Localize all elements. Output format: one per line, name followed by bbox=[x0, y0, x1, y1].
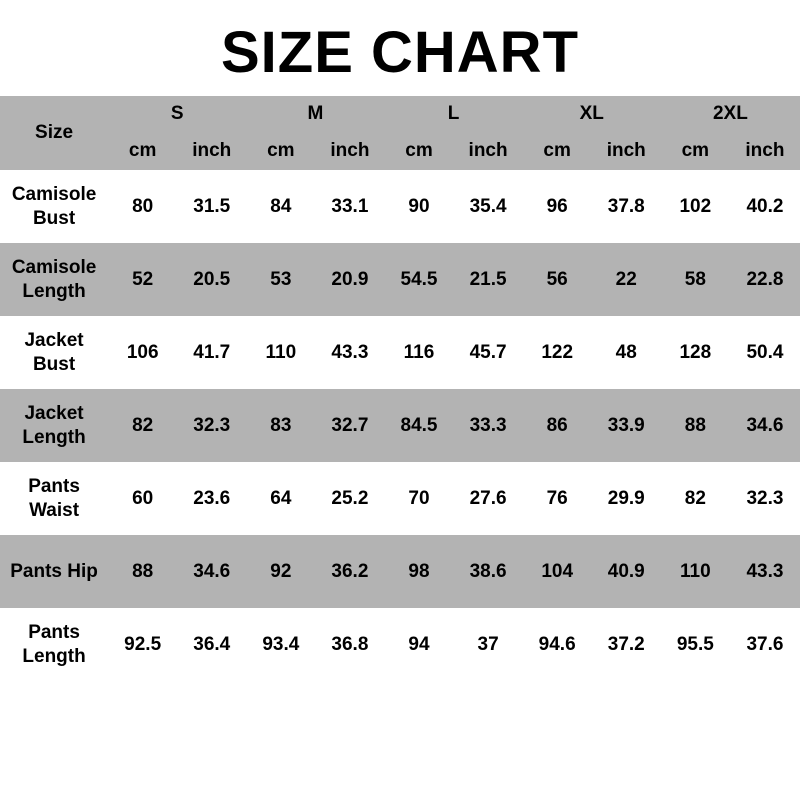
cell-value: 92.5 bbox=[108, 608, 177, 681]
row-label-line1: Jacket bbox=[24, 402, 84, 424]
row-label-line1: Pants bbox=[28, 621, 80, 643]
header-size-2xl: 2XL bbox=[661, 96, 800, 132]
cell-value: 122 bbox=[523, 316, 592, 389]
cell-value: 54.5 bbox=[384, 243, 453, 316]
table-row bbox=[0, 462, 800, 535]
table-row bbox=[0, 389, 800, 462]
row-label-line2: Length bbox=[22, 280, 86, 302]
cell-value: 36.4 bbox=[177, 608, 246, 681]
row-label-line1: Camisole bbox=[11, 256, 97, 278]
cell-value: 80 bbox=[108, 170, 177, 243]
table-header-units bbox=[0, 132, 800, 170]
cell-value: 70 bbox=[384, 462, 453, 535]
header-unit-m-cm: cm bbox=[246, 132, 315, 170]
header-size-label: Size bbox=[0, 96, 108, 170]
row-label-pants-hip bbox=[0, 535, 108, 608]
header-unit-s-cm: cm bbox=[108, 132, 177, 170]
header-size-xl: XL bbox=[523, 96, 661, 132]
cell-value: 27.6 bbox=[454, 462, 523, 535]
row-label-line2: Bust bbox=[32, 353, 76, 375]
cell-value: 58 bbox=[661, 243, 730, 316]
page-title: SIZE CHART bbox=[221, 20, 579, 85]
cell-value: 86 bbox=[523, 389, 592, 462]
cell-value: 53 bbox=[246, 243, 315, 316]
cell-value: 76 bbox=[523, 462, 592, 535]
cell-value: 32.3 bbox=[730, 462, 800, 535]
cell-value: 20.9 bbox=[315, 243, 384, 316]
cell-value: 64 bbox=[246, 462, 315, 535]
cell-value: 23.6 bbox=[177, 462, 246, 535]
cell-value: 40.2 bbox=[730, 170, 800, 243]
cell-value: 33.3 bbox=[454, 389, 523, 462]
cell-value: 36.2 bbox=[315, 535, 384, 608]
table-row bbox=[0, 608, 800, 681]
cell-value: 31.5 bbox=[177, 170, 246, 243]
cell-value: 110 bbox=[661, 535, 730, 608]
header-size-l: L bbox=[384, 96, 522, 132]
cell-value: 29.9 bbox=[592, 462, 661, 535]
cell-value: 92 bbox=[246, 535, 315, 608]
cell-value: 45.7 bbox=[454, 316, 523, 389]
cell-value: 36.8 bbox=[315, 608, 384, 681]
header-size-s: S bbox=[108, 96, 246, 132]
cell-value: 90 bbox=[384, 170, 453, 243]
cell-value: 96 bbox=[523, 170, 592, 243]
cell-value: 32.7 bbox=[315, 389, 384, 462]
cell-value: 88 bbox=[108, 535, 177, 608]
cell-value: 128 bbox=[661, 316, 730, 389]
cell-value: 33.9 bbox=[592, 389, 661, 462]
header-unit-l-cm: cm bbox=[384, 132, 453, 170]
cell-value: 43.3 bbox=[315, 316, 384, 389]
cell-value: 110 bbox=[246, 316, 315, 389]
cell-value: 94 bbox=[384, 608, 453, 681]
row-label-camisole-length bbox=[0, 243, 108, 316]
row-label-line2: Bust bbox=[32, 207, 76, 229]
row-label-jacket-bust bbox=[0, 316, 108, 389]
cell-value: 34.6 bbox=[177, 535, 246, 608]
cell-value: 35.4 bbox=[454, 170, 523, 243]
table-row bbox=[0, 316, 800, 389]
header-unit-xl-inch: inch bbox=[592, 132, 661, 170]
cell-value: 98 bbox=[384, 535, 453, 608]
cell-value: 104 bbox=[523, 535, 592, 608]
cell-value: 38.6 bbox=[454, 535, 523, 608]
cell-value: 95.5 bbox=[661, 608, 730, 681]
cell-value: 20.5 bbox=[177, 243, 246, 316]
cell-value: 83 bbox=[246, 389, 315, 462]
cell-value: 37.8 bbox=[592, 170, 661, 243]
row-label-camisole-bust bbox=[0, 170, 108, 243]
cell-value: 102 bbox=[661, 170, 730, 243]
cell-value: 21.5 bbox=[454, 243, 523, 316]
row-label-line1: Camisole bbox=[11, 183, 97, 205]
row-label-line2: Waist bbox=[29, 499, 80, 521]
cell-value: 41.7 bbox=[177, 316, 246, 389]
row-label-jacket-length bbox=[0, 389, 108, 462]
cell-value: 106 bbox=[108, 316, 177, 389]
header-unit-xl-cm: cm bbox=[523, 132, 592, 170]
row-label-line1: Pants Hip bbox=[10, 560, 98, 582]
header-unit-2xl-cm: cm bbox=[661, 132, 730, 170]
cell-value: 82 bbox=[661, 462, 730, 535]
cell-value: 116 bbox=[384, 316, 453, 389]
cell-value: 48 bbox=[592, 316, 661, 389]
row-label-pants-waist bbox=[0, 462, 108, 535]
cell-value: 88 bbox=[661, 389, 730, 462]
row-label-pants-length bbox=[0, 608, 108, 681]
cell-value: 25.2 bbox=[315, 462, 384, 535]
cell-value: 37.6 bbox=[730, 608, 800, 681]
header-unit-s-inch: inch bbox=[177, 132, 246, 170]
cell-value: 34.6 bbox=[730, 389, 800, 462]
header-unit-l-inch: inch bbox=[454, 132, 523, 170]
cell-value: 37.2 bbox=[592, 608, 661, 681]
cell-value: 22 bbox=[592, 243, 661, 316]
cell-value: 32.3 bbox=[177, 389, 246, 462]
table-row bbox=[0, 535, 800, 608]
table-row bbox=[0, 243, 800, 316]
cell-value: 56 bbox=[523, 243, 592, 316]
row-label-line2: Length bbox=[22, 645, 86, 667]
cell-value: 94.6 bbox=[523, 608, 592, 681]
size-chart-table bbox=[0, 96, 800, 681]
cell-value: 37 bbox=[454, 608, 523, 681]
cell-value: 60 bbox=[108, 462, 177, 535]
cell-value: 84 bbox=[246, 170, 315, 243]
table-row bbox=[0, 170, 800, 243]
cell-value: 50.4 bbox=[730, 316, 800, 389]
cell-value: 82 bbox=[108, 389, 177, 462]
cell-value: 93.4 bbox=[246, 608, 315, 681]
cell-value: 33.1 bbox=[315, 170, 384, 243]
header-unit-2xl-inch: inch bbox=[730, 132, 800, 170]
table-header-sizes bbox=[0, 96, 800, 132]
cell-value: 22.8 bbox=[730, 243, 800, 316]
header-unit-m-inch: inch bbox=[315, 132, 384, 170]
row-label-line1: Pants bbox=[28, 475, 80, 497]
cell-value: 52 bbox=[108, 243, 177, 316]
header-size-m: M bbox=[246, 96, 384, 132]
row-label-line1: Jacket bbox=[24, 329, 84, 351]
row-label-line2: Length bbox=[22, 426, 86, 448]
cell-value: 84.5 bbox=[384, 389, 453, 462]
cell-value: 43.3 bbox=[730, 535, 800, 608]
cell-value: 40.9 bbox=[592, 535, 661, 608]
